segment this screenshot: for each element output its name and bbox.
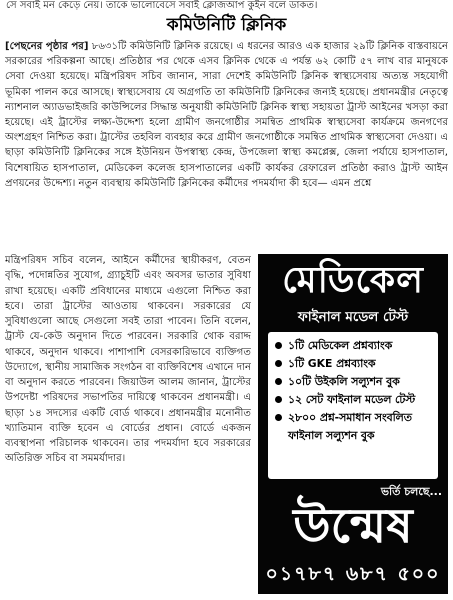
ad-feature-item: ১০টি উইকলি সল্যুশন বুক	[274, 373, 434, 391]
ad-feature-item-continuation: ফাইনাল সল্যুশন বুক	[288, 429, 375, 442]
article-headline: কমিউনিটি ক্লিনিক	[166, 15, 287, 35]
advertisement	[258, 254, 448, 594]
previous-article-tail: সে সবাই মন কেড়ে নেয়। তাকে ভালোবেসে সবাই ক্লোজআপ কুইন বলে ডাকত।	[6, 0, 318, 11]
article-body-column: মন্ত্রিপরিষদ সচিব বলেন, আইনে কর্মীদের স্থায়ীকরণ, বেতন বৃদ্ধি, পদোন্নতির সুযোগ, গ্র্যাচুইটি এবং অবসর ভাতার সুবিধা রাখা হয়েছে। একটি প্রবিধানের মাধ্যমে এগুলো নিশ্চিত করা হবে। তারা ট্রাস্টের আওতায় থাকবেন। সরকারের যে সুবিধাগুলো আছে সেগুলো সবই তারা পাবেন। তিনি বলেন, ট্রাস্ট যে-কেউ অনুদান দিতে পারবেন। সরকারি থোক বরাদ্দ থাকবে, অনুদান থাকবে। পাশাপাশি বেসরকারিভাবে ব্যক্তিগত উদ্যোগে, স্থানীয় সামাজিক সংগঠন বা ব্যক্তিবিশেষ এখানে দান বা অনুদান করতে পারবেন। জিয়াউল আলম জানান, ট্রাস্টের উপদেষ্টা পরিষদের সভাপতির দায়িত্বে থাকবেন প্রধানমন্ত্রী। এ ছাড়া ১৪ সদস্যের একটি বোর্ড থাকবে। প্রধানমন্ত্রীর মনোনীত খ্যাতিমান ব্যক্তি হবেন এ বোর্ডের প্রধান। বোর্ডে একজন ব্যবস্থাপনা পরিচালক থাকবেন। তার পদমর্যাদা হবে সরকারের অতিরিক্ত সচিব বা সমমর্যাদার।	[5, 255, 251, 465]
ad-features-box	[268, 332, 438, 479]
ad-brand-name: উন্মেষ	[293, 498, 413, 554]
ad-feature-item: ২৮০০ প্রশ্ন-সমাধান সংবলিত	[274, 409, 434, 427]
ad-phone-number: ০১৭৮৭ ৬৮৭ ৫০০	[265, 563, 441, 585]
ad-feature-item: ১২ সেট ফাইনাল মডেল টেস্ট	[274, 391, 434, 409]
article-body-intro	[5, 39, 448, 251]
ad-title: মেডিকেল	[282, 260, 424, 301]
article-body-intro-text: ৮৬৩১টি কমিউনিটি ক্লিনিক রয়েছে। এ ধরনের আরও এক হাজার ২৯টি ক্লিনিক বাস্তবায়নে সরকারের পরিকল্পনা আছে। প্রতিষ্ঠার পর থেকে এসব ক্লিনিক থেকে এ পর্যন্ত ৬২ কোটি ৫৭ লাখ বার মানুষকে সেবা দেওয়া হয়েছে। মন্ত্রিপরিষদ সচিব জানান, সারা দেশেই কমিউনিটি ক্লিনিক স্বাস্থ্যসেবায় অত্যন্ত সহযোগী ভূমিকা পালন করে আসছে। স্বাস্থ্যসেবায় যে অগ্রগতি তা কমিউনিটি ক্লিনিকের জন্যই হয়েছে। প্রধানমন্ত্রীর নেতৃত্বে ন্যাশনাল অ্যাডভাইজরি কাউন্সিলের সিদ্ধান্ত অনুযায়ী কমিউনিটি ক্লিনিক স্বাস্থ্য সহায়তা ট্রাস্ট আইনের খসড়া করা হয়েছে। এই ট্রাস্টের লক্ষ্য-উদ্দেশ্য হলো গ্রামীণ জনগোষ্ঠীর সমন্বিত প্রাথমিক স্বাস্থ্যসেবা কার্যক্রমে জনগণের অংশগ্রহণ নিশ্চিত করা। ট্রাস্টের তহবিল ব্যবহার করে গ্রামীণ জনগোষ্ঠীকে সমন্বিত প্রাথমিক স্বাস্থ্যসেবা দেওয়া। এ ছাড়া কমিউনিটি ক্লিনিকের সঙ্গে ইউনিয়ন উপস্বাস্থ্য কেন্দ্র, উপজেলা স্বাস্থ্য কমপ্লেক্স, জেলা পর্যায়ে হাসপাতাল, বিশেষায়িত হাসপাতাল, মেডিকেল কলেজ হাসপাতালের একটি কার্যকর রেফারেল প্রতিষ্ঠা করাও ট্রাস্ট আইন প্রণয়নের উদ্দেশ্য। নতুন ব্যবস্থায় কমিউনিটি ক্লিনিকের কর্মীদের পদমর্যাদা কী হবে— এমন প্রশ্নে	[5, 41, 448, 189]
ad-subtitle: ফাইনাল মডেল টেস্ট	[297, 309, 409, 325]
ad-features-list	[268, 332, 438, 445]
ad-feature-item: ১টি মেডিকেল প্রশ্নব্যাংক	[274, 337, 434, 355]
ad-feature-item: ১টি GKE প্রশ্নব্যাংক	[274, 355, 434, 373]
continued-from-label: [পেছনের পৃষ্ঠার পর]	[5, 41, 89, 52]
ad-admission-notice: ভর্তি চলছে...	[380, 485, 442, 498]
